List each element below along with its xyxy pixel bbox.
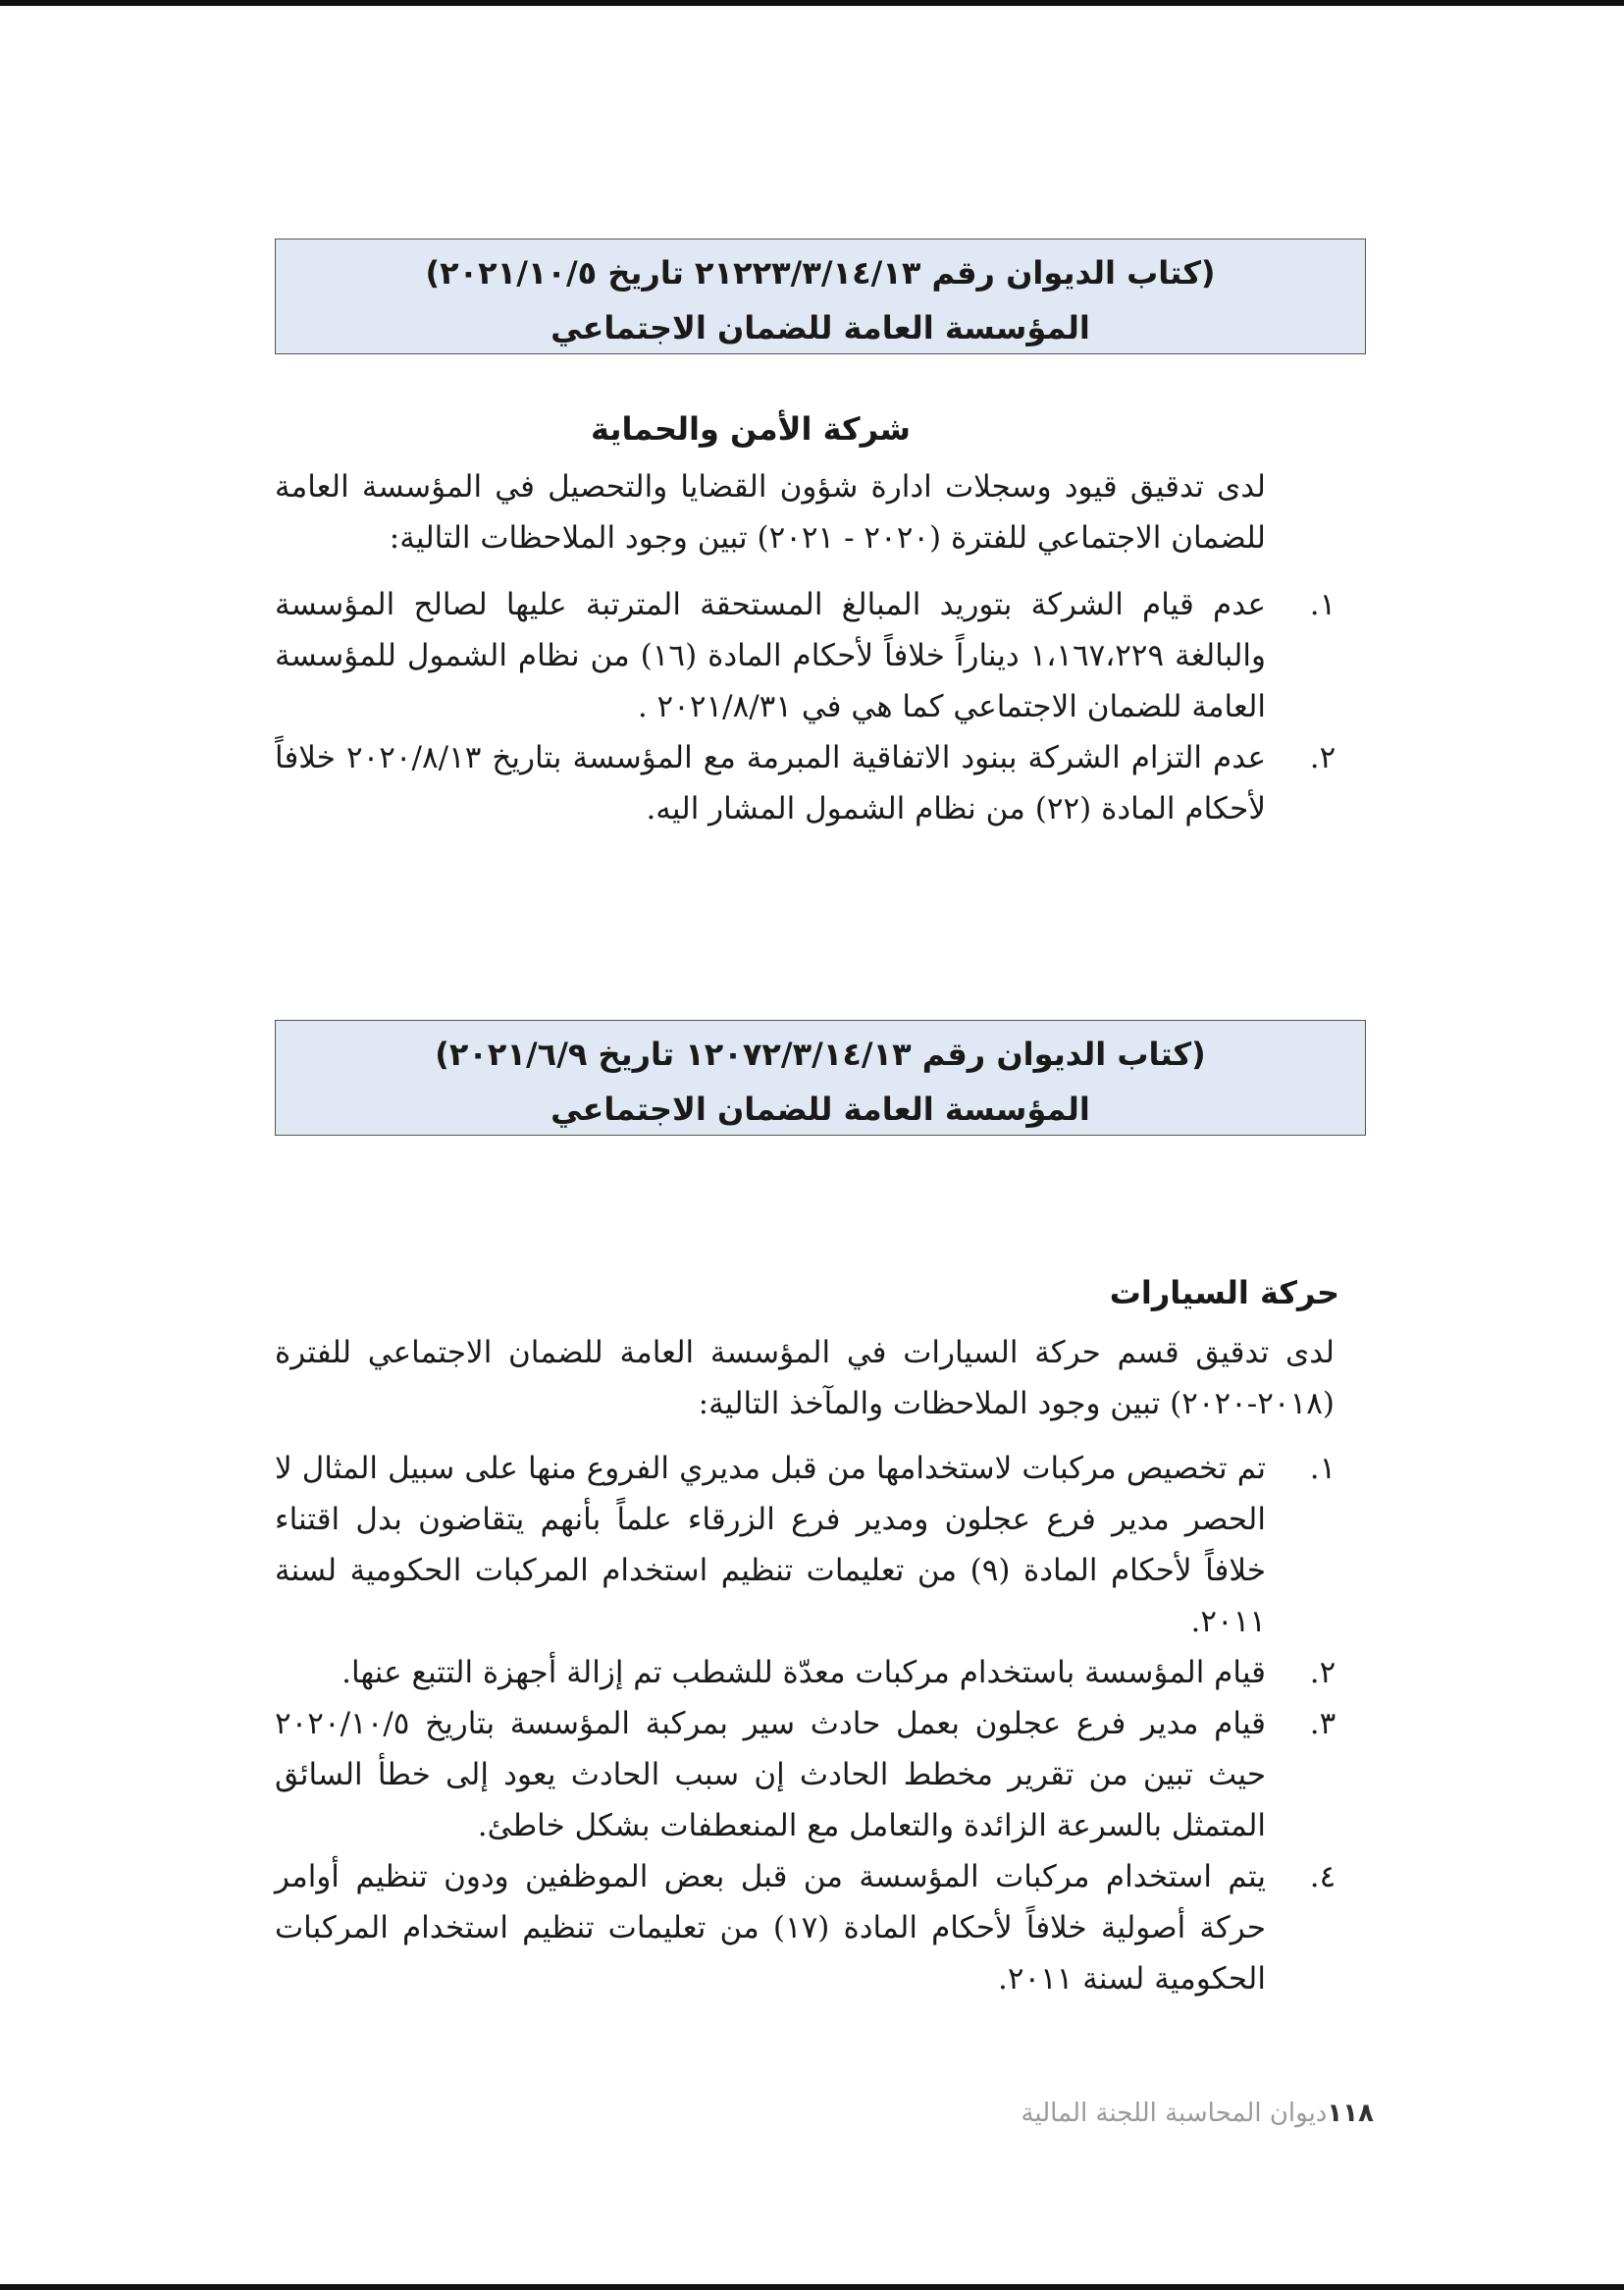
footer-text: ديوان المحاسبة اللجنة المالية bbox=[1021, 2099, 1328, 2128]
section-intro-2: لدى تدقيق قسم حركة السيارات في المؤسسة العامة للضمان الاجتماعي للفترة (٢٠١٨-٢٠٢٠) تبين وجود الملاحظات والمآخذ التالية: bbox=[275, 1335, 1335, 1421]
item-text: تم تخصيص مركبات لاستخدامها من قبل مديري الفروع منها على سبيل المثال لا الحصر مدير فرع عجلون ومدير فرع الزرقاء علماً بأنهم يتقاضون بدل اقتناء خلافاً لأحكام المادة (٩) من تعليمات تنظيم استخدام المركبات الحكومية لسنة ٢٠١١. bbox=[275, 1451, 1267, 1639]
page-footer bbox=[824, 2099, 1374, 2128]
item-text: عدم قيام الشركة بتوريد المبالغ المستحقة المترتبة عليها لصالح المؤسسة والبالغة ١،١٦٧،٢٢٩ ديناراً خلافاً لأحكام المادة (١٦) من نظام الشمول للمؤسسة العامة للضمان الاجتماعي كما هي في ٢٠٢١/٨/٣١ . bbox=[275, 587, 1266, 724]
item-number: ٣. bbox=[1309, 1706, 1336, 1741]
section-heading-2: حركة السيارات bbox=[1109, 1274, 1339, 1311]
item-text: عدم التزام الشركة ببنود الاتفاقية المبرمة مع المؤسسة بتاريخ ٢٠٢٠/٨/١٣ خلافاً لأحكام المادة (٢٢) من نظام الشمول المشار اليه. bbox=[275, 740, 1266, 826]
item-text: قيام مدير فرع عجلون بعمل حادث سير بمركبة المؤسسة بتاريخ ٢٠٢٠/١٠/٥ حيث تبين من تقرير مخطط الحادث إن سبب الحادث يعود إلى خطأ السائق المتمثل بالسرعة الزائدة والتعامل مع المنعطفات بشكل خاطئ. bbox=[275, 1706, 1266, 1843]
list-item bbox=[275, 1647, 1336, 1698]
section-heading-1: شركة الأمن والحماية bbox=[591, 410, 911, 448]
letter-reference-1: (كتاب الديوان رقم ٢١٢٢٣/٣/١٤/١٣ تاريخ ٢٠٢١/١٠/٥) bbox=[425, 254, 1216, 292]
scan-top-edge bbox=[0, 0, 1624, 6]
observations-list-1 bbox=[275, 579, 1336, 834]
item-number: ٢. bbox=[1309, 740, 1336, 775]
list-item bbox=[275, 579, 1336, 732]
list-item bbox=[275, 1851, 1336, 2004]
list-item bbox=[275, 1443, 1336, 1647]
item-number: ١. bbox=[1309, 587, 1336, 622]
letter-reference-2: (كتاب الديوان رقم ١٢٠٧٢/٣/١٤/١٣ تاريخ ٢٠٢١/٦/٩) bbox=[435, 1036, 1206, 1073]
item-text: يتم استخدام مركبات المؤسسة من قبل بعض الموظفين ودون تنظيم أوامر حركة أصولية خلافاً لأحكام المادة (١٧) من تعليمات تنظيم استخدام المركبات الحكومية لسنة ٢٠١١. bbox=[275, 1859, 1266, 1997]
letter-reference-box-1 bbox=[275, 239, 1366, 354]
institution-name-2: المؤسسة العامة للضمان الاجتماعي bbox=[550, 1091, 1090, 1128]
scan-bottom-edge bbox=[0, 2284, 1624, 2290]
item-number: ١. bbox=[1309, 1451, 1336, 1486]
item-number: ٢. bbox=[1309, 1655, 1336, 1690]
list-item bbox=[275, 1698, 1336, 1851]
observations-list-2 bbox=[275, 1443, 1336, 2004]
page-number: ١١٨ bbox=[1327, 2099, 1374, 2128]
letter-reference-box-2 bbox=[275, 1020, 1366, 1136]
item-text: قيام المؤسسة باستخدام مركبات معدّة للشطب تم إزالة أجهزة التتبع عنها. bbox=[341, 1655, 1266, 1690]
list-item bbox=[275, 732, 1336, 834]
institution-name-1: المؤسسة العامة للضمان الاجتماعي bbox=[550, 309, 1090, 346]
section-intro-1: لدى تدقيق قيود وسجلات ادارة شؤون القضايا والتحصيل في المؤسسة العامة للضمان الاجتماعي للفترة (٢٠٢٠ - ٢٠٢١) تبين وجود الملاحظات التالية: bbox=[275, 469, 1266, 556]
item-number: ٤. bbox=[1309, 1859, 1336, 1894]
